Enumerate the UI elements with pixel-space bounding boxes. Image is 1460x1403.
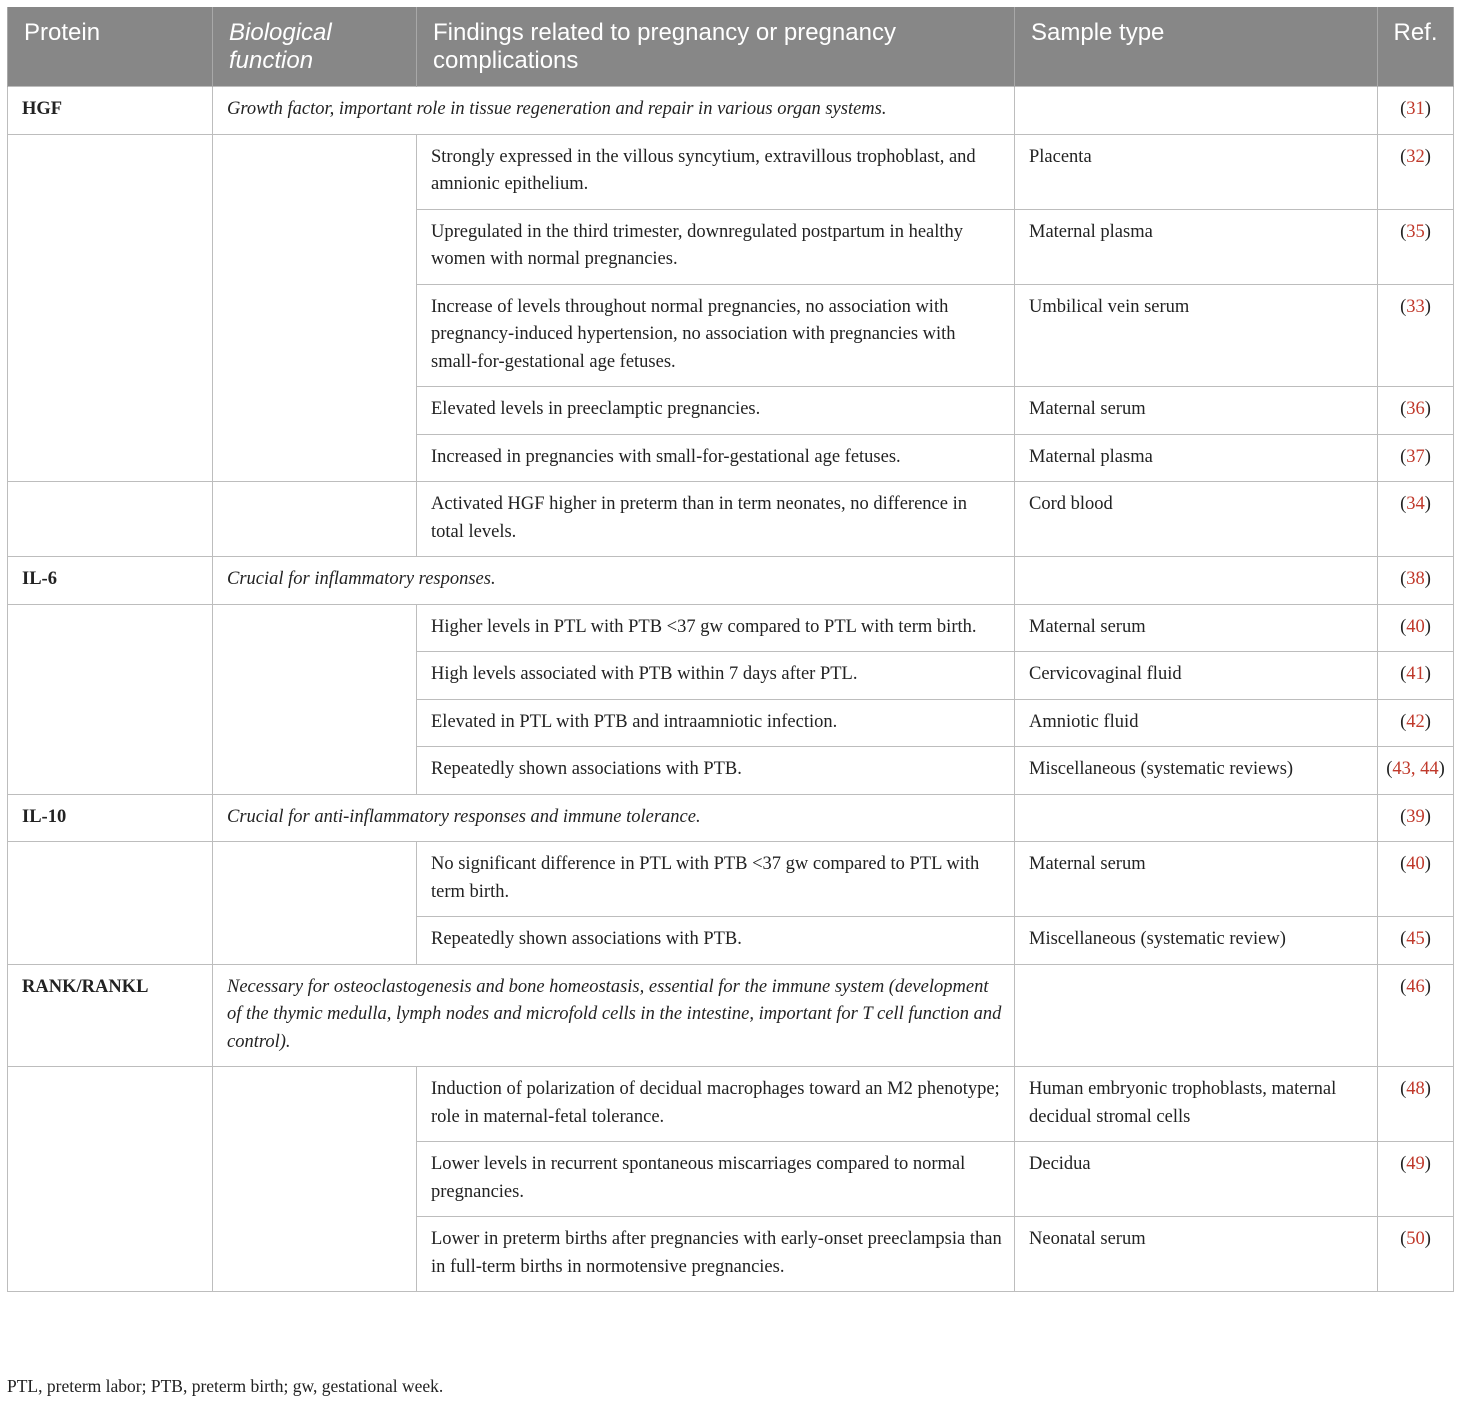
ref-paren-close: )	[1424, 99, 1431, 119]
ref-paren-close: )	[1424, 569, 1431, 589]
finding-text: Increased in pregnancies with small-for-gestational age fetuses.	[417, 434, 1015, 482]
sample-type: Neonatal serum	[1015, 1217, 1378, 1292]
ref-link[interactable]: 37	[1406, 446, 1425, 467]
ref-link[interactable]: 46	[1406, 976, 1425, 997]
ref-link[interactable]: 31	[1406, 99, 1425, 119]
ref-cell	[1378, 1067, 1454, 1142]
header-ref: Ref.	[1378, 7, 1454, 87]
protein-empty	[8, 482, 213, 557]
ref-link[interactable]: 36	[1406, 399, 1425, 419]
sample-type: Miscellaneous (systematic reviews)	[1015, 747, 1378, 795]
ref-paren-close: )	[1424, 221, 1431, 242]
sample-type: Placenta	[1015, 134, 1378, 209]
table-container	[7, 7, 1453, 1292]
sample-type-empty	[1015, 557, 1378, 605]
ref-cell	[1378, 964, 1454, 1067]
function-empty	[213, 842, 417, 965]
protein-name: IL-10	[8, 794, 213, 842]
ref-cell	[1378, 1142, 1454, 1217]
ref-cell	[1378, 284, 1454, 387]
ref-cell	[1378, 557, 1454, 605]
function-empty	[213, 134, 417, 482]
ref-paren-close: )	[1438, 759, 1445, 779]
ref-paren-open: (	[1400, 616, 1407, 637]
ref-paren-open: (	[1400, 1229, 1407, 1249]
sample-type: Cord blood	[1015, 482, 1378, 557]
ref-paren-close: )	[1424, 976, 1431, 997]
biological-function: Crucial for anti-inflammatory responses and immune tolerance.	[213, 794, 1015, 842]
biological-function: Growth factor, important role in tissue regeneration and repair in various organ systems.	[213, 87, 1015, 135]
finding-text: Induction of polarization of decidual macrophages toward an M2 phenotype; role in maternal-fetal tolerance.	[417, 1067, 1015, 1142]
finding-row	[8, 604, 1454, 652]
ref-cell	[1378, 747, 1454, 795]
ref-link[interactable]: 49	[1406, 1154, 1425, 1174]
finding-row	[8, 482, 1454, 557]
protein-empty	[8, 1067, 213, 1292]
sample-type: Maternal plasma	[1015, 209, 1378, 284]
ref-link[interactable]: 48	[1406, 1079, 1425, 1099]
header-row	[8, 7, 1454, 87]
header-sample-type: Sample type	[1015, 7, 1378, 87]
ref-paren-close: )	[1424, 296, 1431, 317]
ref-cell	[1378, 604, 1454, 652]
ref-paren-close: )	[1424, 711, 1431, 732]
protein-row	[8, 557, 1454, 605]
finding-row	[8, 134, 1454, 209]
function-empty	[213, 604, 417, 794]
ref-cell	[1378, 652, 1454, 700]
ref-cell	[1378, 209, 1454, 284]
sample-type: Decidua	[1015, 1142, 1378, 1217]
protein-row	[8, 87, 1454, 135]
protein-name: HGF	[8, 87, 213, 135]
ref-paren-open: (	[1400, 1154, 1407, 1174]
table-body	[8, 87, 1454, 1292]
protein-empty	[8, 134, 213, 482]
ref-paren-open: (	[1386, 759, 1393, 779]
function-empty	[213, 1067, 417, 1292]
ref-paren-open: (	[1400, 569, 1407, 589]
ref-link[interactable]: 39	[1406, 806, 1425, 827]
ref-paren-open: (	[1400, 806, 1407, 827]
ref-paren-open: (	[1400, 1079, 1407, 1099]
protein-row	[8, 794, 1454, 842]
ref-paren-open: (	[1400, 221, 1407, 242]
ref-link[interactable]: 33	[1406, 296, 1425, 317]
ref-cell	[1378, 917, 1454, 965]
ref-paren-open: (	[1400, 99, 1407, 119]
sample-type: Maternal serum	[1015, 842, 1378, 917]
ref-paren-close: )	[1424, 1079, 1431, 1099]
ref-link[interactable]: 43, 44	[1392, 759, 1439, 779]
ref-cell	[1378, 1217, 1454, 1292]
ref-paren-open: (	[1400, 296, 1407, 317]
finding-text: Elevated in PTL with PTB and intraamniotic infection.	[417, 699, 1015, 747]
finding-text: Repeatedly shown associations with PTB.	[417, 747, 1015, 795]
ref-link[interactable]: 34	[1406, 494, 1425, 514]
finding-text: Upregulated in the third trimester, downregulated postpartum in healthy women with normal pregnancies.	[417, 209, 1015, 284]
ref-cell	[1378, 842, 1454, 917]
ref-link[interactable]: 32	[1406, 146, 1425, 167]
ref-paren-close: )	[1424, 146, 1431, 167]
ref-link[interactable]: 40	[1406, 854, 1425, 874]
biological-function: Necessary for osteoclastogenesis and bone homeostasis, essential for the immune system (development of the thymic medulla, lymph nodes and microfold cells in the intestine, important for T cell function and control).	[213, 964, 1015, 1067]
sample-type: Human embryonic trophoblasts, maternal decidual stromal cells	[1015, 1067, 1378, 1142]
finding-text: Increase of levels throughout normal pregnancies, no association with pregnancy-induced hypertension, no association with pregnancies with small-for-gestational age fetuses.	[417, 284, 1015, 387]
ref-paren-open: (	[1400, 446, 1407, 467]
ref-cell	[1378, 134, 1454, 209]
finding-text: Lower levels in recurrent spontaneous miscarriages compared to normal pregnancies.	[417, 1142, 1015, 1217]
ref-paren-open: (	[1400, 399, 1407, 419]
sample-type: Cervicovaginal fluid	[1015, 652, 1378, 700]
sample-type: Maternal serum	[1015, 387, 1378, 435]
ref-link[interactable]: 50	[1406, 1229, 1425, 1249]
ref-paren-open: (	[1400, 664, 1407, 684]
sample-type: Amniotic fluid	[1015, 699, 1378, 747]
sample-type: Miscellaneous (systematic review)	[1015, 917, 1378, 965]
sample-type-empty	[1015, 794, 1378, 842]
header-findings: Findings related to pregnancy or pregnancy complications	[417, 7, 1015, 87]
header-biological-function: Biological function	[213, 7, 417, 87]
finding-text: Elevated levels in preeclamptic pregnancies.	[417, 387, 1015, 435]
finding-text: High levels associated with PTB within 7 days after PTL.	[417, 652, 1015, 700]
function-empty	[213, 482, 417, 557]
ref-link[interactable]: 45	[1406, 929, 1425, 949]
protein-name: RANK/RANKL	[8, 964, 213, 1067]
ref-paren-close: )	[1424, 1154, 1431, 1174]
biological-function: Crucial for inflammatory responses.	[213, 557, 1015, 605]
sample-type: Umbilical vein serum	[1015, 284, 1378, 387]
finding-row	[8, 1067, 1454, 1142]
finding-text: Repeatedly shown associations with PTB.	[417, 917, 1015, 965]
sample-type: Maternal plasma	[1015, 434, 1378, 482]
protein-empty	[8, 604, 213, 794]
ref-cell	[1378, 794, 1454, 842]
protein-row	[8, 964, 1454, 1067]
ref-link[interactable]: 38	[1406, 569, 1425, 589]
ref-paren-open: (	[1400, 929, 1407, 949]
ref-paren-close: )	[1424, 929, 1431, 949]
ref-paren-close: )	[1424, 446, 1431, 467]
finding-text: Strongly expressed in the villous syncytium, extravillous trophoblast, and amnionic epithelium.	[417, 134, 1015, 209]
finding-text: Activated HGF higher in preterm than in term neonates, no difference in total levels.	[417, 482, 1015, 557]
ref-cell	[1378, 434, 1454, 482]
ref-paren-open: (	[1400, 494, 1407, 514]
header-protein: Protein	[8, 7, 213, 87]
ref-paren-open: (	[1400, 711, 1407, 732]
ref-cell	[1378, 699, 1454, 747]
ref-paren-close: )	[1424, 616, 1431, 637]
finding-text: Higher levels in PTL with PTB <37 gw compared to PTL with term birth.	[417, 604, 1015, 652]
ref-paren-close: )	[1424, 806, 1431, 827]
ref-cell	[1378, 87, 1454, 135]
finding-text: Lower in preterm births after pregnancies with early-onset preeclampsia than in full-term births in normotensive pregnancies.	[417, 1217, 1015, 1292]
ref-paren-open: (	[1400, 854, 1407, 874]
sample-type: Maternal serum	[1015, 604, 1378, 652]
protein-table	[7, 7, 1454, 1292]
ref-cell	[1378, 387, 1454, 435]
protein-name: IL-6	[8, 557, 213, 605]
ref-paren-open: (	[1400, 146, 1407, 167]
finding-text: No significant difference in PTL with PTB <37 gw compared to PTL with term birth.	[417, 842, 1015, 917]
protein-empty	[8, 842, 213, 965]
ref-paren-close: )	[1424, 494, 1431, 514]
ref-link[interactable]: 35	[1406, 221, 1425, 242]
table-footnote: PTL, preterm labor; PTB, preterm birth; gw, gestational week.	[7, 1376, 444, 1396]
ref-paren-close: )	[1424, 854, 1431, 874]
sample-type-empty	[1015, 964, 1378, 1067]
ref-paren-close: )	[1424, 1229, 1431, 1249]
ref-link[interactable]: 42	[1406, 711, 1425, 732]
ref-link[interactable]: 41	[1406, 664, 1425, 684]
finding-row	[8, 842, 1454, 917]
ref-link[interactable]: 40	[1406, 616, 1425, 637]
ref-paren-close: )	[1424, 664, 1431, 684]
sample-type-empty	[1015, 87, 1378, 135]
ref-cell	[1378, 482, 1454, 557]
ref-paren-close: )	[1424, 399, 1431, 419]
ref-paren-open: (	[1400, 976, 1407, 997]
